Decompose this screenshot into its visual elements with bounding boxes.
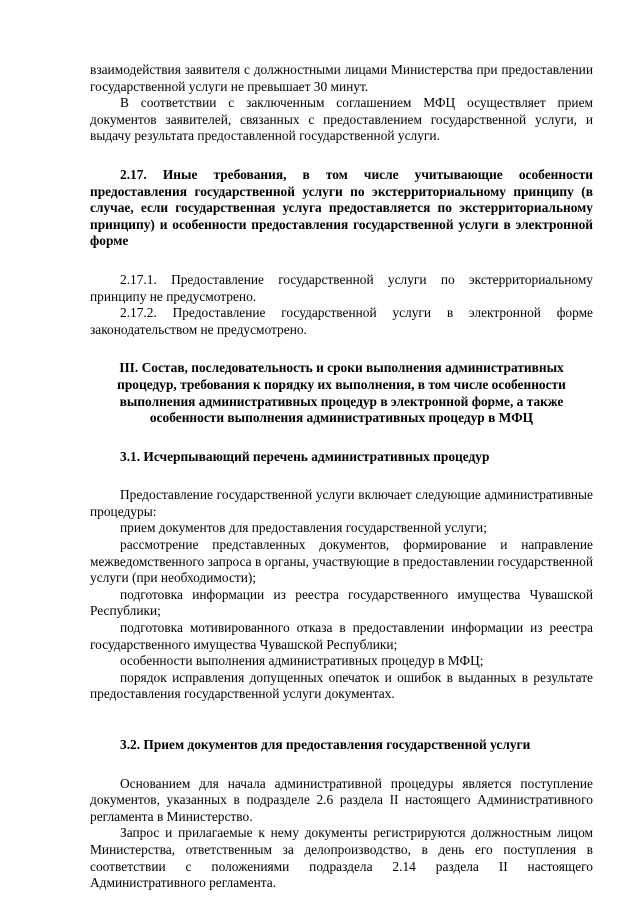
list-item-registry-info: подготовка информации из реестра государственного имущества Чувашской Республики; xyxy=(90,586,593,619)
list-item-mfc-procedures: особенности выполнения административных процедур в МФЦ; xyxy=(120,653,484,669)
list-item-refusal: подготовка мотивированного отказа в предоставлении информации из реестра государственного имущества Чувашской Республики; xyxy=(90,620,593,652)
paragraph-3-2-basis: Основанием для начала административной процедуры является поступление документов, указанных в подразделе 2.6 раздела II настоящего Административного регламента в Министерство. xyxy=(90,775,593,824)
heading-2-17: 2.17. Иные требования, в том числе учитывающие особенности предоставления государственной услуги по экстерриториальному принципу (в случае, если государственная услуга предоставляется по экстерриториальному принципу) и особенности предоставления государственной услуги в электронной форме xyxy=(90,166,593,249)
paragraph-interaction-time: взаимодействия заявителя с должностными лицами Министерства при предоставлении государственной услуги не превышает 30 минут. xyxy=(90,62,593,94)
paragraph-2-17-2: 2.17.2. Предоставление государственной услуги в электронной форме законодательством не предусмотрено. xyxy=(90,305,593,337)
document-page xyxy=(90,62,593,892)
heading-3-1: 3.1. Исчерпывающий перечень административных процедур xyxy=(120,448,490,464)
heading-3-2: 3.2. Прием документов для предоставления государственной услуги xyxy=(120,737,531,752)
list-item-error-correction: порядок исправления допущенных опечаток и ошибок в выданных в результате предоставления государственной услуги документах. xyxy=(90,669,593,702)
paragraph-3-1-intro: Предоставление государственной услуги включает следующие административные процедуры: xyxy=(90,487,593,519)
paragraph-3-2-registration: Запрос и прилагаемые к нему документы регистрируются должностным лицом Министерства, ответственным за делопроизводство, в день его поступления в соответствии с положениями подраздела 2.14 раздела II настоящего Административного регламента. xyxy=(90,825,593,891)
paragraph-mfc-agreement: В соответствии с заключенным соглашением МФЦ осуществляет прием документов заявителей, связанных с предоставлением государственной услуги, и выдачу результата предоставленной государственной услуги. xyxy=(90,95,593,144)
list-item-document-acceptance: прием документов для предоставления государственной услуги; xyxy=(120,520,487,536)
section-iii-heading: III. Состав, последовательность и сроки выполнения административных процедур, требования к порядку их выполнения, в том числе особенности выполнения административных процедур в электронной форме, а также особенности выполнения административных процедур в МФЦ xyxy=(117,360,566,426)
list-item-document-review: рассмотрение представленных документов, формирование и направление межведомственного запроса в органы, участвующие в предоставлении государственной услуги (при необходимости); xyxy=(90,537,593,586)
paragraph-2-17-1: 2.17.1. Предоставление государственной услуги по экстерриториальному принципу не предусмотрено. xyxy=(90,271,593,304)
